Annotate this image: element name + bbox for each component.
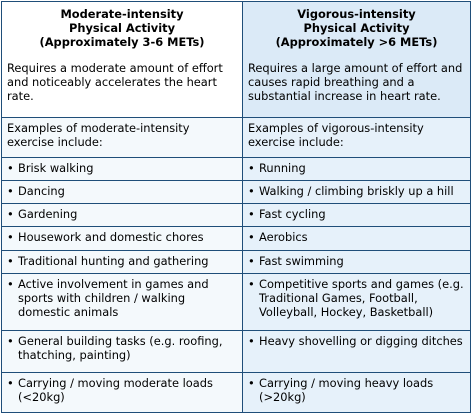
- vigorous-description: Requires a large amount of effort and causes rapid breathing and a substantial increase in heart rate.: [248, 61, 463, 103]
- moderate-header-cell: [2, 2, 243, 118]
- vigorous-activity-label: Aerobics: [259, 230, 308, 245]
- table-header-row: [2, 2, 471, 118]
- bullet-icon: •: [7, 276, 14, 291]
- list-item: [7, 207, 237, 221]
- moderate-title: [7, 7, 237, 49]
- moderate-activity-label: Brisk walking: [18, 160, 94, 175]
- vigorous-activity-cell: [243, 227, 471, 250]
- vigorous-activity-label: Fast swimming: [259, 253, 344, 268]
- bullet-icon: •: [248, 253, 255, 268]
- list-item: [248, 230, 465, 244]
- table-row: [2, 204, 471, 227]
- bullet-icon: •: [248, 184, 255, 199]
- vigorous-activity-label: Heavy shovelling or digging ditches: [259, 333, 463, 348]
- bullet-icon: •: [7, 333, 14, 348]
- activity-intensity-table: [1, 1, 471, 413]
- moderate-activity-label: Active involvement in games and sports with children / walking domestic animals: [18, 276, 209, 319]
- moderate-activity-label: Traditional hunting and gathering: [18, 253, 209, 268]
- moderate-activity-cell: [2, 227, 243, 250]
- vigorous-title-line1: Vigorous-intensity: [297, 7, 416, 21]
- table-row: [2, 227, 471, 250]
- bullet-icon: •: [7, 230, 14, 245]
- list-item: [7, 230, 237, 244]
- moderate-activity-cell: [2, 250, 243, 273]
- bullet-icon: •: [7, 207, 14, 222]
- list-item: [7, 376, 237, 404]
- table-row: [2, 157, 471, 180]
- bullet-icon: •: [248, 230, 255, 245]
- vigorous-title: [248, 7, 465, 49]
- moderate-activity-cell: [2, 181, 243, 204]
- table-row: [2, 273, 471, 330]
- moderate-examples-intro: Examples of moderate-intensity exercise include:: [2, 117, 243, 157]
- moderate-activity-cell: [2, 330, 243, 372]
- list-item: [7, 254, 237, 268]
- vigorous-activity-cell: [243, 204, 471, 227]
- bullet-icon: •: [7, 184, 14, 199]
- moderate-activity-label: Housework and domestic chores: [18, 230, 204, 245]
- moderate-activity-cell: [2, 273, 243, 330]
- list-item: [7, 277, 237, 319]
- bullet-icon: •: [248, 276, 255, 291]
- list-item: [7, 334, 237, 362]
- list-item: [248, 376, 465, 404]
- vigorous-activity-label: Fast cycling: [259, 207, 326, 222]
- table-row: [2, 181, 471, 204]
- bullet-icon: •: [248, 207, 255, 222]
- vigorous-title-line3: (Approximately >6 METs): [275, 35, 438, 49]
- table-row: [2, 372, 471, 412]
- vigorous-activity-cell: [243, 330, 471, 372]
- list-item: [248, 254, 465, 268]
- moderate-activity-cell: [2, 157, 243, 180]
- bullet-icon: •: [7, 253, 14, 268]
- list-item: [7, 184, 237, 198]
- bullet-icon: •: [7, 375, 14, 390]
- vigorous-activity-label: Competitive sports and games (e.g. Traditional Games, Football, Volleyball, Hockey, Basketball): [259, 276, 464, 319]
- table-row: [2, 250, 471, 273]
- examples-intro-row: [2, 117, 471, 157]
- list-item: [248, 184, 465, 198]
- list-item: [7, 161, 237, 175]
- list-item: [248, 161, 465, 175]
- list-item: [248, 334, 465, 348]
- moderate-title-line1: Moderate-intensity: [60, 7, 184, 21]
- vigorous-examples-intro: Examples of vigorous-intensity exercise include:: [243, 117, 471, 157]
- vigorous-activity-cell: [243, 181, 471, 204]
- bullet-icon: •: [248, 375, 255, 390]
- bullet-icon: •: [248, 160, 255, 175]
- vigorous-activity-cell: [243, 250, 471, 273]
- vigorous-title-line2: Physical Activity: [303, 21, 410, 35]
- vigorous-activity-cell: [243, 372, 471, 412]
- moderate-activity-cell: [2, 372, 243, 412]
- moderate-activity-label: General building tasks (e.g. roofing, thatching, painting): [18, 333, 223, 362]
- moderate-title-line2: Physical Activity: [69, 21, 175, 35]
- vigorous-activity-label: Carrying / moving heavy loads (>20kg): [259, 375, 434, 404]
- vigorous-activity-label: Walking / climbing briskly up a hill: [259, 184, 454, 199]
- list-item: [248, 277, 465, 319]
- bullet-icon: •: [248, 333, 255, 348]
- vigorous-activity-cell: [243, 273, 471, 330]
- moderate-title-line3: (Approximately 3-6 METs): [39, 35, 205, 49]
- table-row: [2, 330, 471, 372]
- vigorous-activity-cell: [243, 157, 471, 180]
- moderate-description: Requires a moderate amount of effort and noticeably accelerates the heart rate.: [7, 61, 223, 103]
- moderate-activity-label: Dancing: [18, 184, 65, 199]
- moderate-activity-cell: [2, 204, 243, 227]
- moderate-activity-label: Gardening: [18, 207, 78, 222]
- vigorous-header-cell: [243, 2, 471, 118]
- bullet-icon: •: [7, 160, 14, 175]
- list-item: [248, 207, 465, 221]
- moderate-activity-label: Carrying / moving moderate loads (<20kg): [18, 375, 213, 404]
- vigorous-activity-label: Running: [259, 160, 306, 175]
